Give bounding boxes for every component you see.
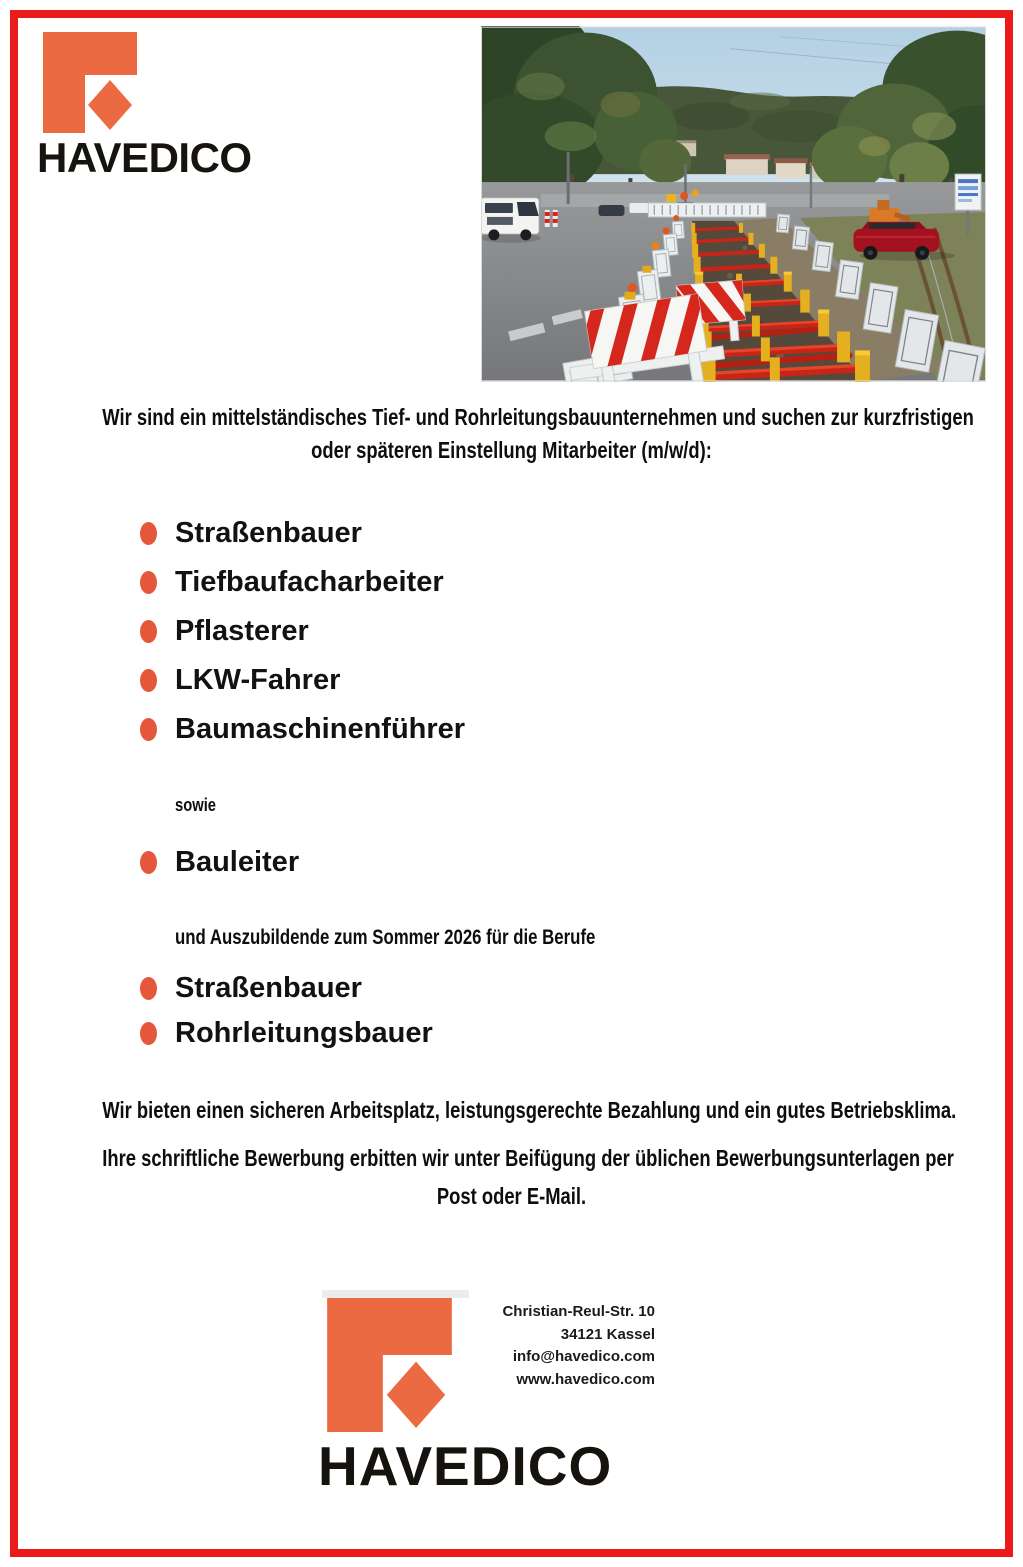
benefits-text: Wir bieten einen sicheren Arbeitsplatz, leistungsgerechte Bezahlung und ein gutes Betriebsklima. [102,1097,957,1123]
intro-line-1: Wir sind ein mittelständisches Tief- und Rohrleitungsbauunternehmen und suchen zur kurzfristigen [102,404,974,430]
photo-white-van [481,198,541,243]
job-label: LKW-Fahrer [175,663,341,696]
job-label: Baumaschinenführer [175,712,466,745]
address-street: Christian-Reul-Str. 10 [502,1303,655,1320]
apprentice-intro-text: und Auszubildende zum Sommer 2026 für die Berufe [175,926,596,949]
intro-paragraph [0,401,1023,467]
company-logo-wordmark: HAVEDICO [318,1435,613,1497]
intro-line-2: oder späteren Einstellung Mitarbeiter (m/w/d): [311,437,712,463]
job-list-leadership [140,845,299,879]
job-label: Straßenbauer [175,971,362,1004]
job-label: Bauleiter [175,845,300,878]
job-item [140,565,465,599]
bullet-icon [140,718,157,741]
address-city: 34121 Kassel [560,1325,655,1343]
construction-site-photo [481,26,986,382]
company-address [355,1301,655,1391]
job-item [140,712,465,746]
job-item [140,663,465,697]
bullet-icon [140,1022,157,1045]
bullet-icon [140,620,157,643]
bullet-icon [140,571,157,594]
job-label: Rohrleitungsbauer [175,1016,433,1049]
job-label: Tiefbaufacharbeiter [175,565,444,598]
bullet-icon [140,522,157,545]
company-logo-mark-icon [43,32,137,133]
bullet-icon [140,851,157,874]
company-logo-wordmark: HAVEDICO [37,134,252,181]
job-item [140,845,299,879]
job-label: Straßenbauer [175,516,362,549]
application-paragraph [0,1139,1023,1215]
job-item [140,614,465,648]
bullet-icon [140,977,157,1000]
application-line-1: Ihre schriftliche Bewerbung erbitten wir unter Beifügung der üblichen Bewerbungsunterlagen per [102,1145,954,1171]
application-line-2: Post oder E-Mail. [436,1183,587,1209]
job-label: Pflasterer [175,614,309,647]
job-item [140,971,433,1005]
job-item [140,516,465,550]
benefits-paragraph [0,1097,1023,1124]
address-email: info@havedico.com [512,1348,655,1365]
address-website: www.havedico.com [516,1370,655,1388]
footer-logo-shadow [322,1290,469,1298]
job-list-main [140,516,465,761]
job-list-apprentice [140,971,433,1061]
job-item [140,1016,433,1050]
bullet-icon [140,669,157,692]
connector-text: sowie [175,795,217,815]
